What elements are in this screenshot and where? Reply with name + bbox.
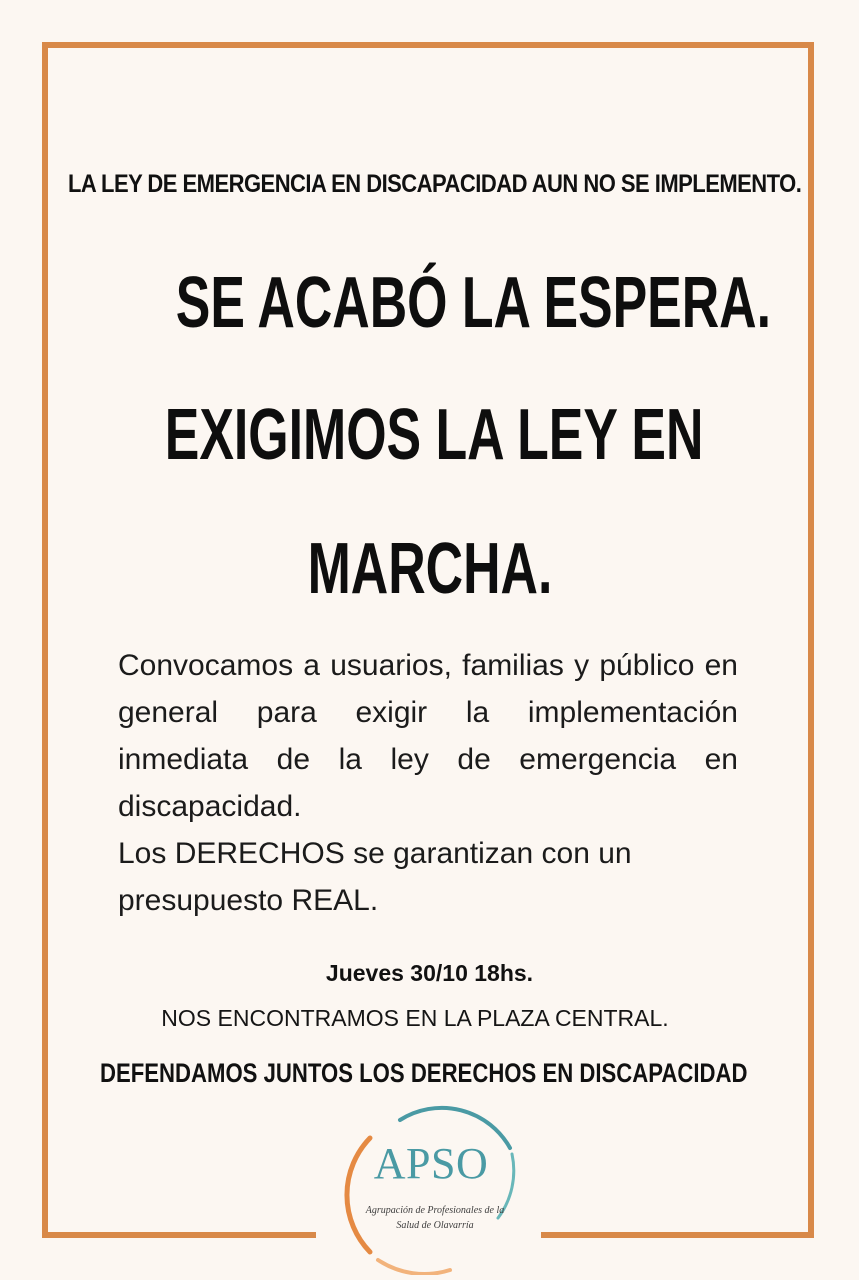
apso-logo (330, 1100, 530, 1275)
logo-subtitle: Agrupación de Profesionales de la Salud de Olavarría (365, 1205, 505, 1231)
body-text (118, 642, 738, 924)
headline-line-1: SE ACABÓ LA ESPERA. (175, 263, 772, 343)
poster-frame-top (42, 42, 814, 48)
closing-slogan: DEFENDAMOS JUNTOS LOS DERECHOS EN DISCAPACIDAD (100, 1058, 748, 1088)
logo-wordmark: APSO (373, 1139, 489, 1188)
meeting-point: NOS ENCONTRAMOS EN LA PLAZA CENTRAL. (161, 1005, 669, 1031)
kicker-text: LA LEY DE EMERGENCIA EN DISCAPACIDAD AUN NO SE IMPLEMENTO. (68, 170, 802, 198)
poster-frame-bottom-right (541, 1232, 814, 1238)
poster-frame-left (42, 42, 48, 1238)
event-date: Jueves 30/10 18hs. (325, 960, 534, 986)
poster-frame-bottom-left (42, 1232, 316, 1238)
headline-line-2: EXIGIMOS LA LEY EN (164, 395, 704, 475)
body-paragraph-1: Convocamos a usuarios, familias y público en general para exigir la implementación inmediata de la ley de emergencia en discapacidad. (118, 649, 738, 823)
headline-line-3: MARCHA. (307, 529, 553, 609)
body-paragraph-2: Los DERECHOS se garantizan con un presupuesto REAL. (118, 837, 632, 917)
poster-frame-right (808, 42, 814, 1238)
